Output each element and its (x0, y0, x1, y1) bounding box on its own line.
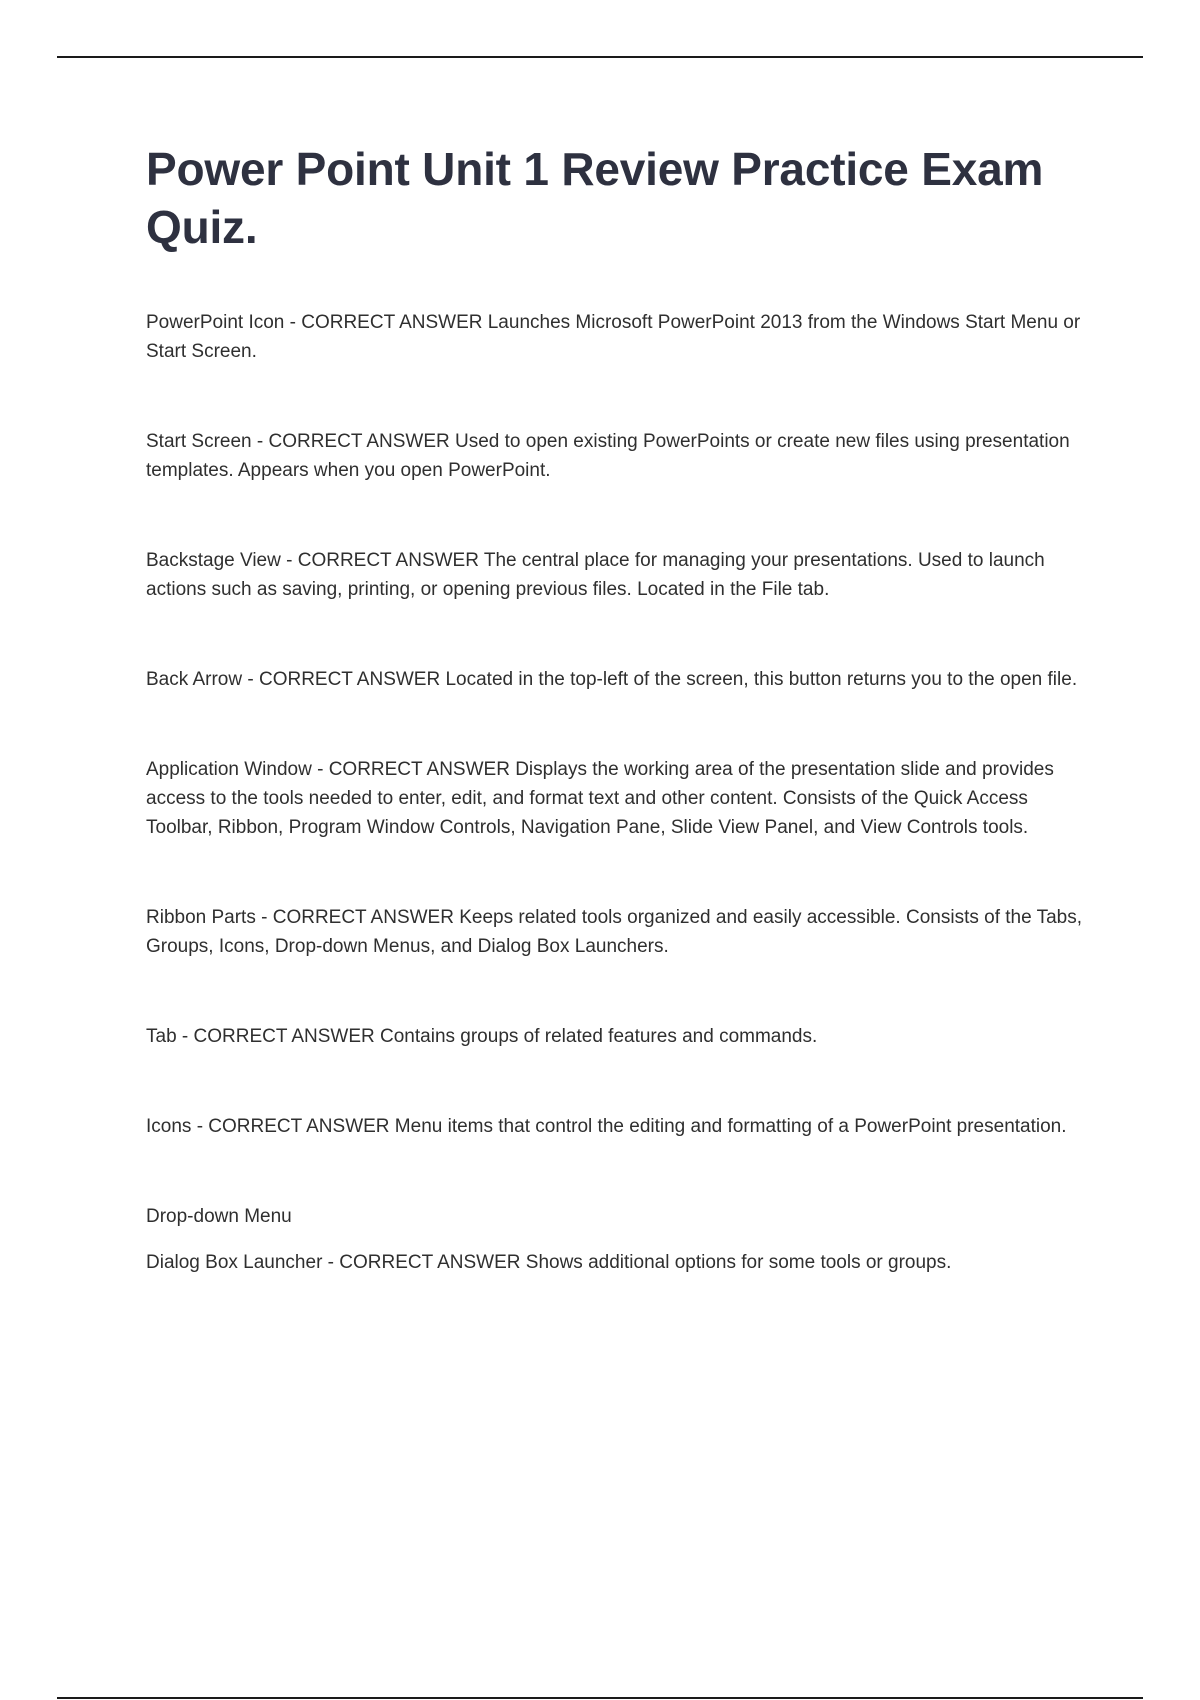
entry-dialog-box-launcher: Dialog Box Launcher - CORRECT ANSWER Shows additional options for some tools or groups. (146, 1252, 952, 1273)
entry-list (146, 308, 1086, 1277)
top-divider (57, 56, 1143, 58)
entry-ribbon-parts: Ribbon Parts - CORRECT ANSWER Keeps related tools organized and easily accessible. Consists of the Tabs, Groups, Icons, Drop-down Menus, and Dialog Box Launchers. (146, 907, 1083, 957)
entry-start-screen: Start Screen - CORRECT ANSWER Used to open existing PowerPoints or create new files using presentation templates. Appears when you open PowerPoint. (146, 431, 1070, 481)
entry-drop-down-menu: Drop-down Menu (146, 1206, 292, 1227)
entry-back-arrow: Back Arrow - CORRECT ANSWER Located in the top-left of the screen, this button returns you to the open file. (146, 669, 1078, 690)
document-title: Power Point Unit 1 Review Practice Exam Quiz. (146, 143, 1044, 253)
entry-powerpoint-icon: PowerPoint Icon - CORRECT ANSWER Launches Microsoft PowerPoint 2013 from the Windows Start Menu or Start Screen. (146, 312, 1081, 362)
bottom-divider (57, 1697, 1143, 1699)
entry-tab: Tab - CORRECT ANSWER Contains groups of related features and commands. (146, 1026, 818, 1047)
entry-icons: Icons - CORRECT ANSWER Menu items that control the editing and formatting of a PowerPoint presentation. (146, 1116, 1067, 1137)
entry-backstage-view: Backstage View - CORRECT ANSWER The central place for managing your presentations. Used to launch actions such as saving, printing, or opening previous files. Located in the File tab. (146, 550, 1045, 600)
document-body (146, 140, 1086, 1338)
entry-application-window: Application Window - CORRECT ANSWER Displays the working area of the presentation slide and provides access to the tools needed to enter, edit, and format text and other content. Consists of the Quick Access Toolbar, Ribbon, Program Window Controls, Navigation Pane, Slide View Panel, and View Controls tools. (146, 759, 1054, 838)
